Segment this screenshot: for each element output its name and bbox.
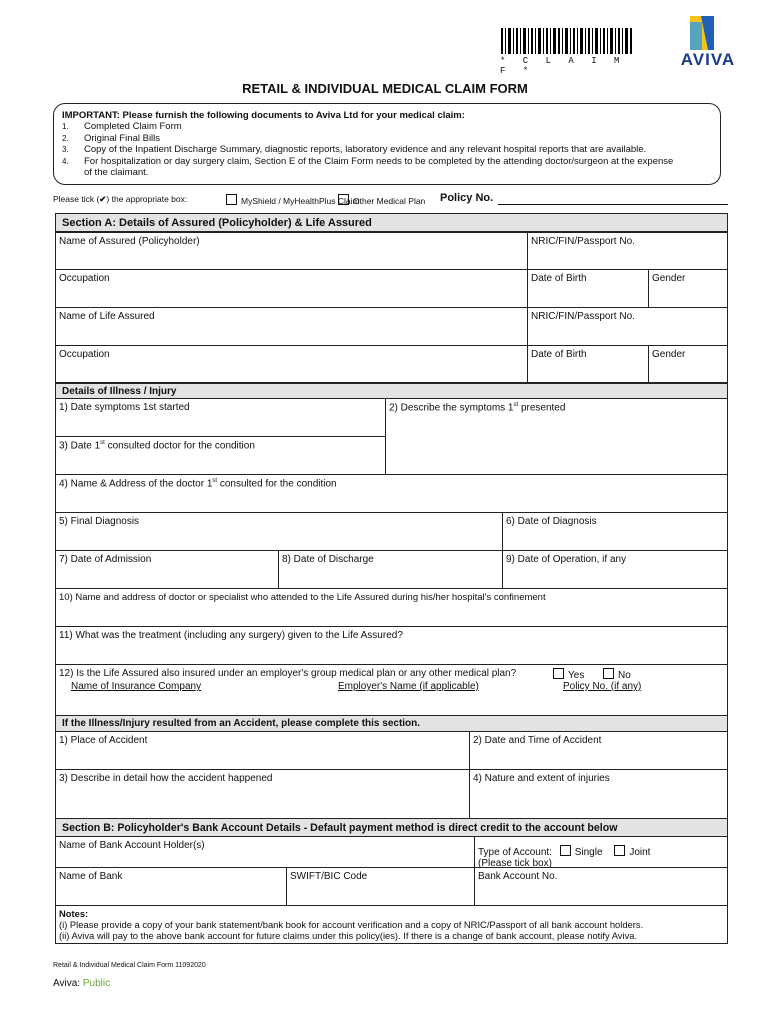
first-doctor-field[interactable]: 4) Name & Address of the doctor 1st consulted for the condition	[55, 474, 728, 513]
accident-header: If the Illness/Injury resulted from an Accident, please complete this section.	[55, 715, 728, 732]
yes-option[interactable]: Yes	[553, 668, 584, 681]
classification: Aviva: Public	[53, 978, 111, 989]
other-plan-question	[55, 664, 728, 716]
bank-account-no-field[interactable]: Bank Account No.	[474, 867, 728, 906]
notes-heading: Notes:	[59, 908, 89, 919]
yes-checkbox[interactable]	[553, 668, 564, 679]
important-item-4: 4. For hospitalization or day surgery claim, Section E of the Claim Form needs to be completed by the attending doctor/surgeon at the expense	[62, 155, 674, 167]
name-life-assured-field[interactable]: Name of Life Assured	[55, 307, 528, 346]
dob-life-assured-field[interactable]: Date of Birth	[527, 345, 649, 383]
swift-code-field[interactable]: SWIFT/BIC Code	[286, 867, 475, 906]
injuries-field[interactable]: 4) Nature and extent of injuries	[469, 769, 728, 819]
barcode-text: * C L A I M F *	[500, 56, 626, 76]
gender-life-assured-field[interactable]: Gender	[648, 345, 728, 383]
important-item-3: 3. Copy of the Inpatient Discharge Summary, diagnostic reports, laboratory evidence and any relevant hospital reports that are available.	[62, 144, 647, 156]
myshield-option[interactable]: MyShield / MyHealthPlus Claim	[226, 194, 360, 206]
barcode-graphic	[495, 28, 640, 58]
tick-row	[53, 194, 733, 210]
notes-box	[55, 905, 728, 944]
illness-header: Details of Illness / Injury	[55, 383, 728, 399]
no-checkbox[interactable]	[603, 668, 614, 679]
other-plan-option[interactable]: Other Medical Plan	[338, 194, 425, 206]
employer-name-label: Employer's Name (if applicable)	[338, 681, 479, 692]
joint-option[interactable]: Joint	[614, 847, 650, 858]
single-option[interactable]: Single	[560, 847, 603, 858]
dob-assured-field[interactable]: Date of Birth	[527, 269, 649, 308]
bank-name-field[interactable]: Name of Bank	[55, 867, 287, 906]
aviva-logo	[668, 14, 748, 70]
other-plan-checkbox[interactable]	[338, 194, 349, 205]
date-symptoms-field[interactable]: 1) Date symptoms 1st started	[55, 398, 386, 437]
account-type-field: Type of Account: Single Joint (Please tick box)	[474, 836, 728, 868]
other-plan-question-text: 12) Is the Life Assured also insured under an employer's group medical plan or any other medical plan?	[59, 668, 517, 679]
myshield-checkbox[interactable]	[226, 194, 237, 205]
single-checkbox[interactable]	[560, 845, 571, 856]
form-code: Retail & Individual Medical Claim Form 11092020	[53, 962, 206, 969]
policy-no-label: Policy No.	[440, 192, 494, 204]
place-accident-field[interactable]: 1) Place of Accident	[55, 731, 470, 770]
joint-checkbox[interactable]	[614, 845, 625, 856]
logo-text: AVIVA	[680, 50, 736, 69]
classification-value: Public	[82, 978, 111, 989]
occupation-life-assured-field[interactable]: Occupation	[55, 345, 528, 383]
important-box	[53, 103, 721, 185]
important-item-1: 1. Completed Claim Form	[62, 121, 182, 133]
nric-life-assured-field[interactable]: NRIC/FIN/Passport No.	[527, 307, 728, 346]
insurance-company-label: Name of Insurance Company	[71, 681, 202, 692]
account-holder-field[interactable]: Name of Bank Account Holder(s)	[55, 836, 475, 868]
note-2: (ii) Aviva will pay to the above bank account for future claims under this policy(ies). If there is a change of bank account, please notify Aviva.	[59, 930, 638, 941]
important-item-4-cont: of the claimant.	[84, 167, 149, 179]
barcode	[495, 28, 640, 58]
attending-doctor-field[interactable]: 10) Name and address of doctor or specialist who attended to the Life Assured during his/her hospital's confinement	[55, 588, 728, 627]
section-b-header: Section B: Policyholder's Bank Account Details - Default payment method is direct credit to the account below	[55, 818, 728, 837]
section-a-header: Section A: Details of Assured (Policyholder) & Life Assured	[55, 213, 728, 232]
date-first-consulted-field[interactable]: 3) Date 1st consulted doctor for the condition	[55, 436, 386, 475]
date-diagnosis-field[interactable]: 6) Date of Diagnosis	[502, 512, 728, 551]
final-diagnosis-field[interactable]: 5) Final Diagnosis	[55, 512, 503, 551]
date-discharge-field[interactable]: 8) Date of Discharge	[278, 550, 503, 589]
gender-assured-field[interactable]: Gender	[648, 269, 728, 308]
nric-assured-field[interactable]: NRIC/FIN/Passport No.	[527, 232, 728, 270]
date-admission-field[interactable]: 7) Date of Admission	[55, 550, 279, 589]
symptoms-description-field[interactable]: 2) Describe the symptoms 1st presented	[385, 398, 728, 475]
treatment-field[interactable]: 11) What was the treatment (including any surgery) given to the Life Assured?	[55, 626, 728, 665]
important-heading: IMPORTANT: Please furnish the following documents to Aviva Ltd for your medical claim:	[62, 110, 465, 121]
note-1: (i) Please provide a copy of your bank statement/bank book for account verification and a copy of NRIC/Passport of all bank account holders.	[59, 919, 644, 930]
date-operation-field[interactable]: 9) Date of Operation, if any	[502, 550, 728, 589]
tick-instruction: Please tick (✔) the appropriate box:	[53, 194, 188, 204]
date-time-accident-field[interactable]: 2) Date and Time of Accident	[469, 731, 728, 770]
occupation-assured-field[interactable]: Occupation	[55, 269, 528, 308]
policy-no-field[interactable]	[498, 204, 728, 205]
name-assured-field[interactable]: Name of Assured (Policyholder)	[55, 232, 528, 270]
form-title: RETAIL & INDIVIDUAL MEDICAL CLAIM FORM	[242, 81, 528, 96]
important-item-2: 2. Original Final Bills	[62, 132, 161, 144]
accident-description-field[interactable]: 3) Describe in detail how the accident happened	[55, 769, 470, 819]
policy-no-if-any-label: Policy No. (if any)	[563, 681, 642, 692]
no-option[interactable]: No	[603, 668, 631, 681]
aviva-logo-mark	[668, 14, 748, 54]
tick-box-note: (Please tick box)	[478, 858, 552, 869]
